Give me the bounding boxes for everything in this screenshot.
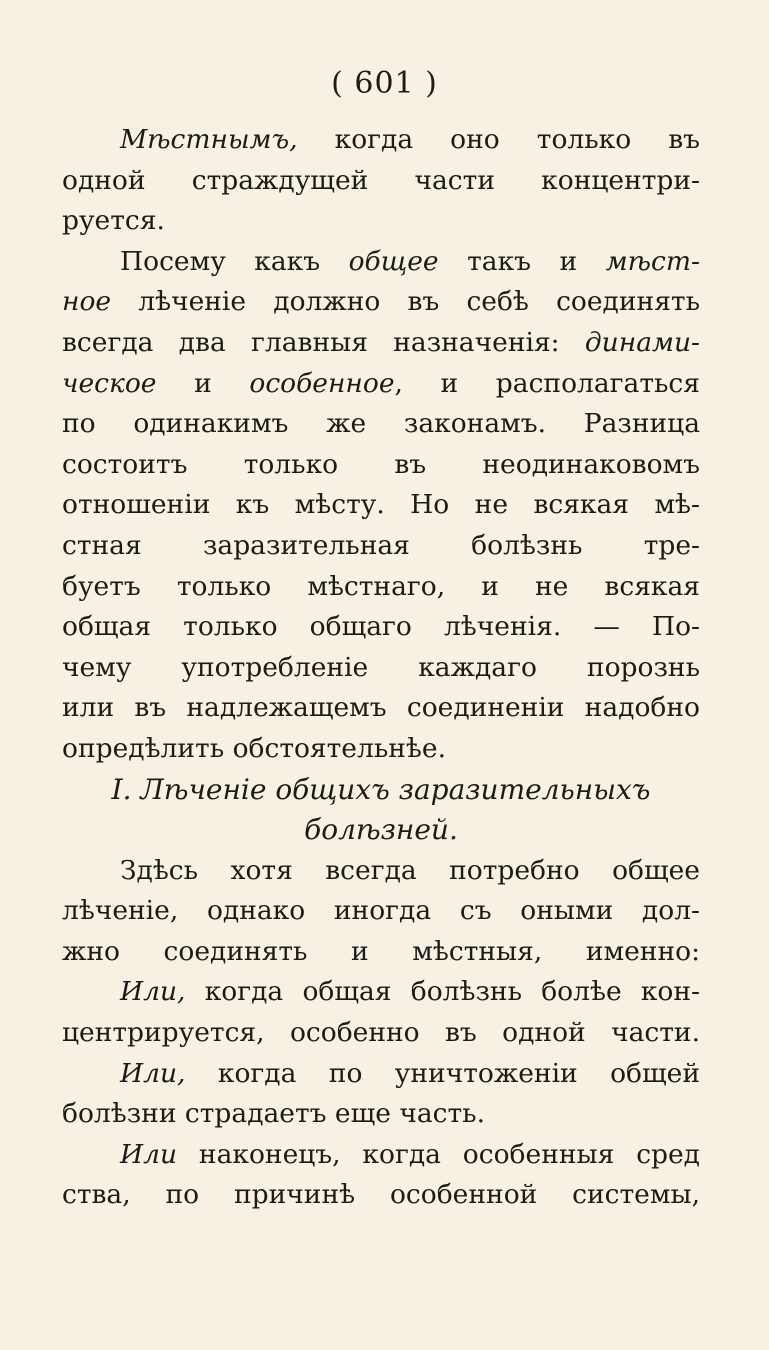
text-segment: лѣченіе должно въ себѣ соединять: [111, 286, 700, 318]
text-segment: болѣзни страдаетъ еще часть.: [62, 1098, 486, 1130]
text-segment: стная заразительная болѣзнь тре-: [62, 529, 700, 561]
text-line: [62, 688, 700, 729]
italic-text-segment: особенное: [249, 367, 395, 399]
italic-text-segment: мѣст-: [605, 245, 700, 277]
text-segment: всегда два главныя назначенія:: [62, 326, 585, 358]
text-segment: жно соединять и мѣстныя, именно:: [62, 935, 700, 967]
text-segment: когда по уничтоженіи общей: [185, 1057, 700, 1089]
text-segment: отношеніи къ мѣсту. Но не всякая мѣ-: [62, 489, 700, 521]
text-segment: и: [156, 367, 250, 399]
text-line: [62, 1013, 700, 1054]
text-segment: Здѣсь хотя всегда потребно общее: [120, 854, 700, 886]
text-segment: или въ надлежащемъ соединеніи надобно: [62, 692, 700, 724]
text-line: [62, 851, 700, 892]
text-line: [62, 1054, 700, 1095]
text-line: [62, 323, 700, 364]
text-segment: когда оно только въ: [297, 124, 700, 155]
text-segment: руется.: [62, 205, 165, 237]
text-segment: такъ и: [438, 245, 606, 277]
text-segment: буетъ только мѣстнаго, и не всякая: [62, 570, 700, 602]
italic-text-segment: Или,: [120, 976, 186, 1008]
text-segment: наконецъ, когда особенныя сред: [177, 1138, 700, 1170]
text-line: [62, 972, 700, 1013]
italic-text-segment: I. Лѣченіе общихъ заразительныхъ: [111, 772, 651, 806]
text-segment: чему употребленіе каждаго порознь: [62, 651, 700, 683]
text-segment: опредѣлить обстоятельнѣе.: [62, 732, 447, 764]
italic-text-segment: болѣзней.: [304, 813, 458, 847]
text-line: [62, 1135, 700, 1176]
text-segment: ства, по причинѣ особенной системы,: [62, 1179, 700, 1211]
text-line: [62, 445, 700, 486]
text-line: [62, 485, 700, 526]
text-line: [62, 242, 700, 283]
italic-text-segment: Мѣстнымъ,: [120, 124, 298, 155]
italic-text-segment: ное: [62, 286, 112, 318]
text-segment: центрируется, особенно въ одной части.: [62, 1017, 700, 1049]
page-number: ( 601 ): [331, 66, 438, 101]
text-segment: когда общая болѣзнь болѣе кон-: [185, 976, 700, 1008]
text-line: [62, 891, 700, 932]
text-line: [62, 282, 700, 323]
italic-text-segment: Или: [120, 1138, 178, 1170]
text-segment: , и располагаться: [394, 367, 700, 399]
text-segment: одной страждущей части концентри-: [62, 164, 700, 196]
text-line: [62, 567, 700, 608]
page-text-block: [62, 120, 700, 1216]
section-heading-line: [62, 810, 700, 851]
italic-text-segment: общее: [348, 245, 439, 277]
text-line: [62, 607, 700, 648]
text-line: [62, 932, 700, 973]
text-line: [62, 364, 700, 405]
text-segment: Посему какъ: [120, 245, 349, 277]
italic-text-segment: ческое: [62, 367, 157, 399]
text-line: [62, 1094, 700, 1135]
text-line: [62, 404, 700, 445]
text-line: [62, 120, 700, 161]
text-line: [62, 1175, 700, 1216]
text-line: [62, 161, 700, 202]
text-line: [62, 729, 700, 770]
text-line: [62, 201, 700, 242]
text-line: [62, 526, 700, 567]
text-segment: состоитъ только въ неодинаковомъ: [62, 448, 700, 480]
text-line: [62, 648, 700, 689]
text-segment: общая только общаго лѣченія. — По-: [62, 611, 700, 643]
text-segment: по одинакимъ же законамъ. Разница: [62, 408, 700, 440]
section-heading-line: [62, 770, 700, 811]
italic-text-segment: динами-: [584, 326, 700, 358]
italic-text-segment: Или,: [120, 1057, 186, 1089]
text-segment: лѣченіе, однако иногда съ оными дол-: [62, 895, 700, 927]
